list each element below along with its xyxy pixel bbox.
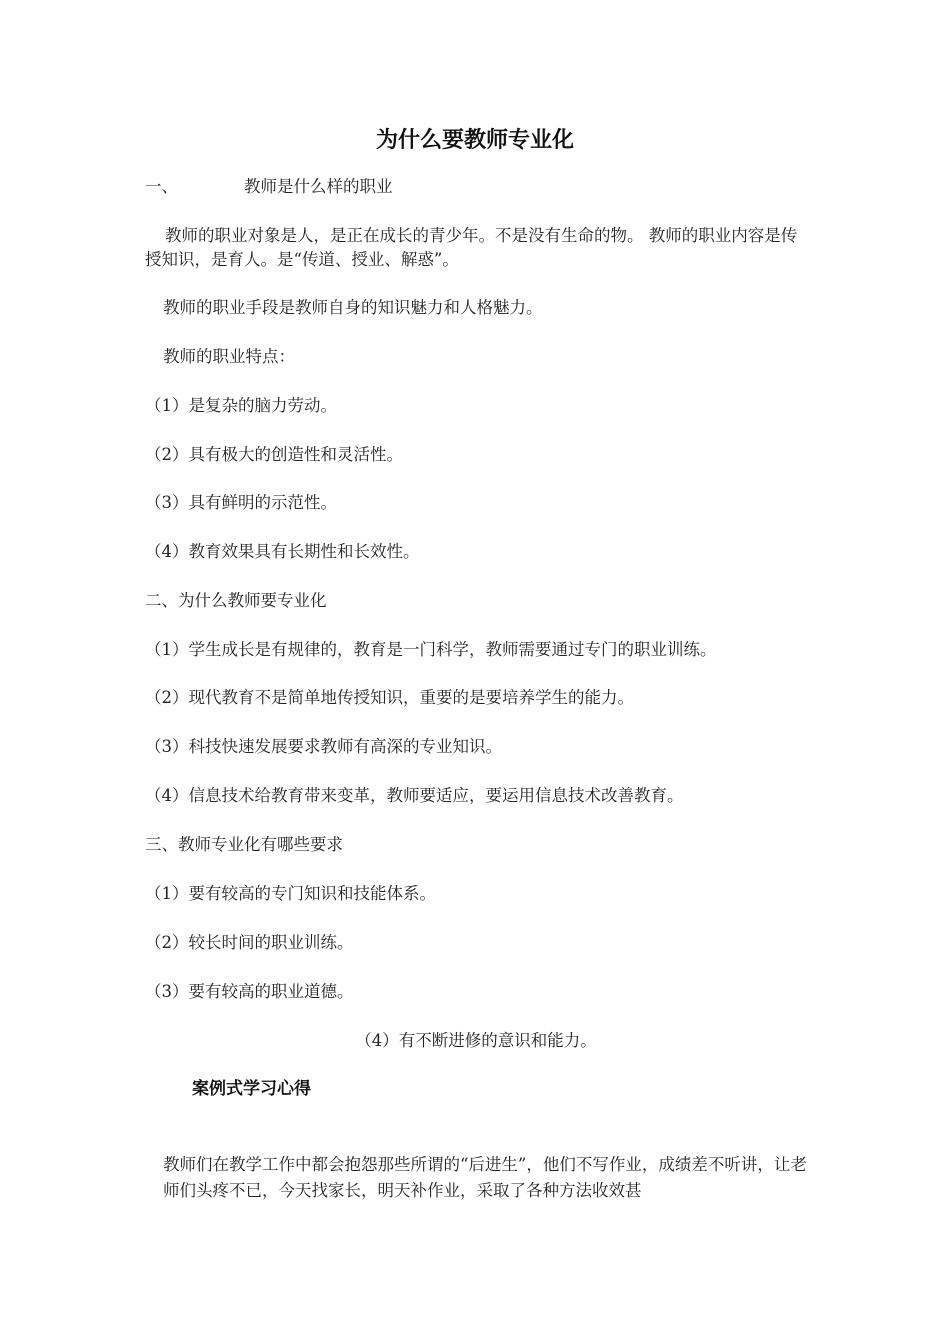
section4-paragraph-1: 教师们在教学工作中都会抱怨那些所谓的“后进生”，他们不写作业，成绩差不听讲，让老师们头疼不已，今天找家长，明天补作业，采取了各种方法收效甚 <box>163 1155 807 1200</box>
section1-paragraph-1: 教师的职业对象是人，是正在成长的青少年。不是没有生命的物。 教师的职业内容是传授知识，是育人。是“传道、授业、解惑”。 <box>145 226 798 269</box>
section1-heading <box>145 175 393 199</box>
section3-item-3: （3）要有较高的职业道德。 <box>145 982 354 1001</box>
section1-item-4: （4）教育效果具有长期性和长效性。 <box>145 542 420 561</box>
section2-item-3: （3）科技快速发展要求教师有高深的专业知识。 <box>145 737 502 756</box>
section2-item-1: （1）学生成长是有规律的，教育是一门科学，教师需要通过专门的职业训练。 <box>145 640 717 659</box>
section1-item-3: （3）具有鲜明的示范性。 <box>145 493 337 512</box>
document-title: 为什么要教师专业化 <box>375 127 574 153</box>
section1-item-1: （1）是复杂的脑力劳动。 <box>145 396 337 415</box>
section1-paragraph-2: 教师的职业手段是教师自身的知识魅力和人格魅力。 <box>163 298 543 317</box>
section3-item-2: （2）较长时间的职业训练。 <box>145 933 354 952</box>
section3-heading: 三、教师专业化有哪些要求 <box>145 835 343 854</box>
section2-heading: 二、为什么教师要专业化 <box>145 591 327 610</box>
section1-heading-text: 教师是什么样的职业 <box>244 177 393 196</box>
section1-number: 一、 <box>145 177 178 196</box>
section3-item-4: （4）有不断进修的意识和能力。 <box>355 1031 597 1050</box>
section4-heading: 案例式学习心得 <box>192 1079 311 1099</box>
section2-item-2: （2）现代教育不是简单地传授知识，重要的是要培养学生的能力。 <box>145 688 634 707</box>
section1-paragraph-3: 教师的职业特点： <box>163 347 295 366</box>
section2-item-4: （4）信息技术给教育带来变革，教师要适应，要运用信息技术改善教育。 <box>145 786 684 805</box>
section1-item-2: （2）具有极大的创造性和灵活性。 <box>145 445 403 464</box>
section3-item-1: （1）要有较高的专门知识和技能体系。 <box>145 884 436 903</box>
